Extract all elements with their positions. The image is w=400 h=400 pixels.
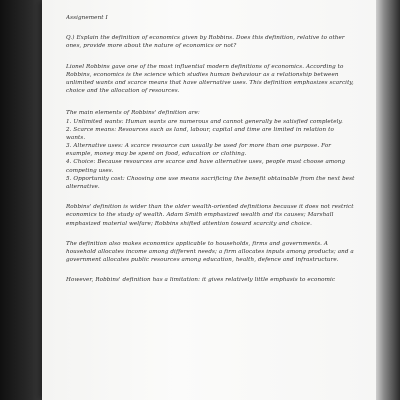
elements-list xyxy=(66,109,370,191)
assignment-title: Assignement I xyxy=(66,15,108,21)
application-paragraph xyxy=(66,240,370,265)
application-line: government allocates public resources among education, health, defence and infrastructure. xyxy=(66,257,339,264)
limitation-line: However, Robbins' definition has a limitation: it gives relatively little emphasis to economic xyxy=(66,277,336,284)
background-edge xyxy=(376,0,400,400)
intro-line: choice and the allocation of resources. xyxy=(66,88,180,95)
intro-line: unlimited wants and scarce means that have alternative uses. This definition emphasizes scarcity, xyxy=(66,79,354,86)
intro-line: Robbins, economics is the science which studies human behaviour as a relationship between xyxy=(66,71,339,78)
comparison-line: Robbins' definition is wider than the older wealth-oriented definitions because it does not restrict xyxy=(66,204,354,211)
list-item: example, money may be spent on food, education or clothing. xyxy=(66,151,247,158)
list-item: 5. Opportunity cost: Choosing one use means sacrificing the benefit obtainable from the next best xyxy=(66,175,355,182)
comparison-line: emphasized material welfare; Robbins shifted attention toward scarcity and choice. xyxy=(66,220,312,227)
paper-sheet xyxy=(42,0,380,400)
list-item: wants. xyxy=(66,134,86,141)
comparison-paragraph xyxy=(66,203,370,228)
document-body xyxy=(66,14,370,285)
application-line: household allocates income among different needs; a firm allocates inputs among products; and a xyxy=(66,248,354,255)
comparison-line: economics to the study of wealth. Adam Smith emphasized wealth and its causes; Marshall xyxy=(66,212,334,219)
application-line: The definition also makes economics applicable to households, firms and governments. A xyxy=(66,240,329,247)
list-item: 4. Choice: Because resources are scarce and have alternative uses, people must choose among xyxy=(66,159,346,166)
list-item: competing uses. xyxy=(66,167,114,174)
list-item: 3. Alternative uses: A scarce resource can usually be used for more than one purpose. For xyxy=(66,143,332,150)
question-line: Q.) Explain the definition of economics given by Robbins. Does this definition, relative to other xyxy=(66,35,345,42)
question-paragraph xyxy=(66,34,370,50)
list-item: 2. Scarce means: Resources such as land, labour, capital and time are limited in relation to xyxy=(66,126,334,133)
list-item: alternative. xyxy=(66,184,100,190)
list-item: 1. Unlimited wants: Human wants are numerous and cannot generally be satisfied completely. xyxy=(66,118,343,125)
limitation-paragraph xyxy=(66,276,370,284)
elements-heading: The main elements of Robbins' definition are: xyxy=(66,110,200,117)
intro-paragraph xyxy=(66,63,370,96)
intro-line: Lionel Robbins gave one of the most influential modern definitions of economics. According to xyxy=(66,63,344,70)
question-line: ones, provide more about the nature of economics or not? xyxy=(66,43,237,50)
